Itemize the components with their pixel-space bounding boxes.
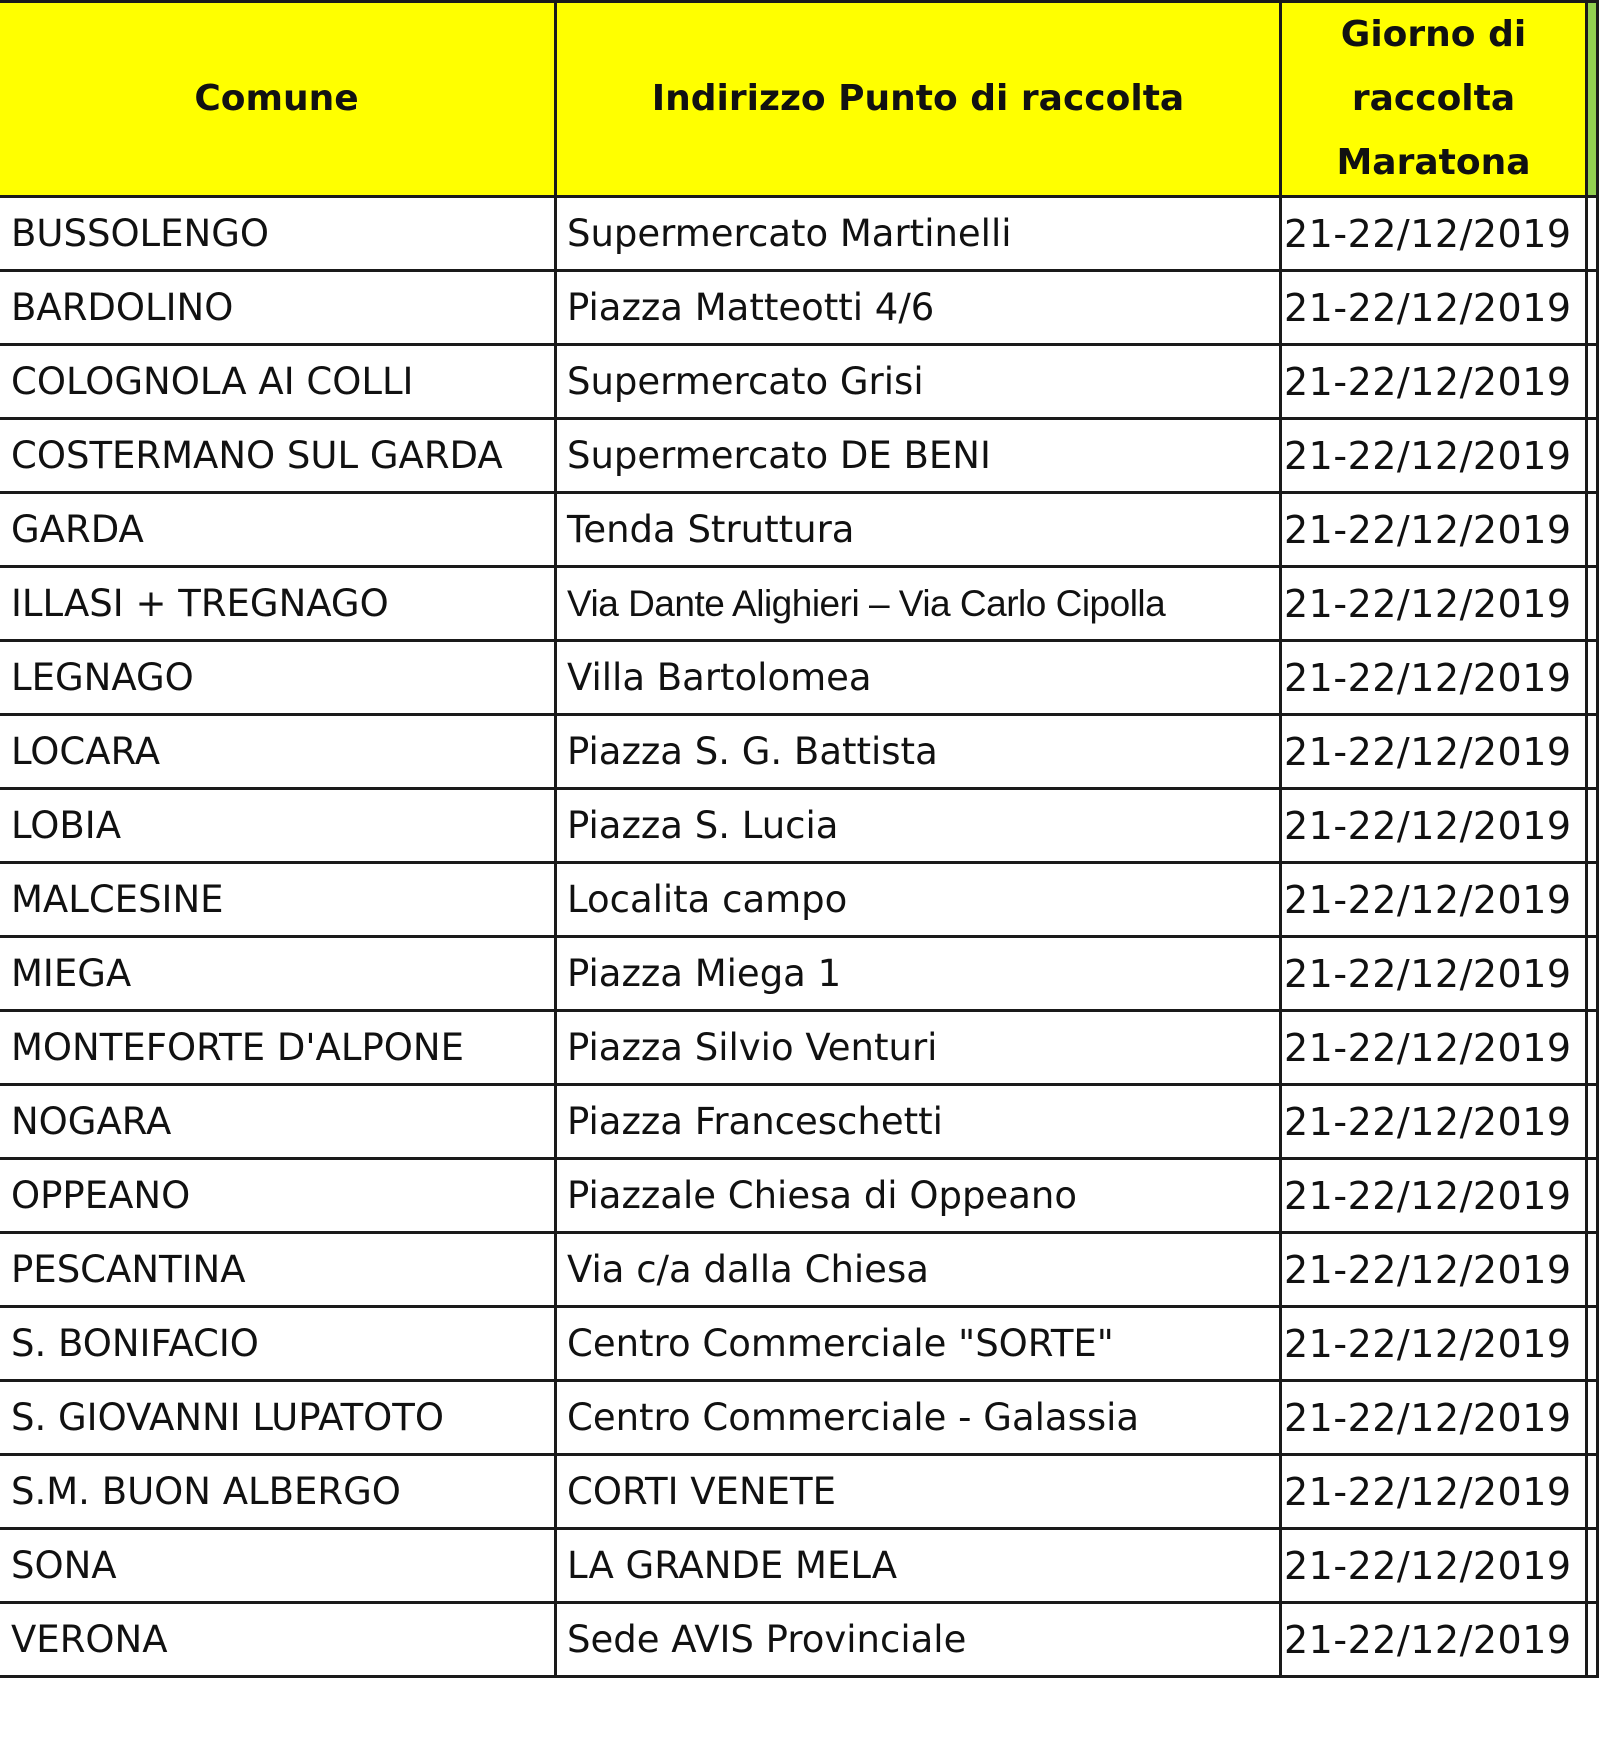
table-body <box>0 197 1598 1677</box>
cell-comune: BUSSOLENGO <box>0 197 556 271</box>
cell-comune: COLOGNOLA AI COLLI <box>0 345 556 419</box>
table-row <box>0 1307 1598 1381</box>
cell-indirizzo: Piazza S. G. Battista <box>556 715 1281 789</box>
cell-comune: ILLASI + TREGNAGO <box>0 567 556 641</box>
cell-giorno-raccolta: 21-22/12/2019 <box>1281 1307 1587 1381</box>
cell-comune: OPPEANO <box>0 1159 556 1233</box>
cell-comune: LOCARA <box>0 715 556 789</box>
cell-next-column-edge <box>1587 1381 1598 1455</box>
cell-indirizzo: Localita campo <box>556 863 1281 937</box>
cell-indirizzo: Villa Bartolomea <box>556 641 1281 715</box>
cell-giorno-raccolta: 21-22/12/2019 <box>1281 1455 1587 1529</box>
cell-comune: MONTEFORTE D'ALPONE <box>0 1011 556 1085</box>
cell-comune: S. GIOVANNI LUPATOTO <box>0 1381 556 1455</box>
table-row <box>0 1159 1598 1233</box>
cell-giorno-raccolta: 21-22/12/2019 <box>1281 1381 1587 1455</box>
cell-comune: COSTERMANO SUL GARDA <box>0 419 556 493</box>
table-row <box>0 1085 1598 1159</box>
table-row <box>0 567 1598 641</box>
cell-next-column-edge <box>1587 567 1598 641</box>
cell-indirizzo: Tenda Struttura <box>556 493 1281 567</box>
cell-next-column-edge <box>1587 1159 1598 1233</box>
cell-next-column-edge <box>1587 789 1598 863</box>
cell-next-column-edge <box>1587 715 1598 789</box>
cell-indirizzo: LA GRANDE MELA <box>556 1529 1281 1603</box>
cell-indirizzo: Piazza Franceschetti <box>556 1085 1281 1159</box>
cell-next-column-edge <box>1587 345 1598 419</box>
header-indirizzo: Indirizzo Punto di raccolta <box>556 2 1281 197</box>
cell-giorno-raccolta: 21-22/12/2019 <box>1281 567 1587 641</box>
cell-next-column-edge <box>1587 271 1598 345</box>
cell-comune: GARDA <box>0 493 556 567</box>
table-row <box>0 641 1598 715</box>
table-row <box>0 789 1598 863</box>
cell-indirizzo: Piazza Silvio Venturi <box>556 1011 1281 1085</box>
cell-next-column-edge <box>1587 419 1598 493</box>
cell-giorno-raccolta: 21-22/12/2019 <box>1281 1011 1587 1085</box>
cell-comune: MIEGA <box>0 937 556 1011</box>
cell-indirizzo: Via c/a dalla Chiesa <box>556 1233 1281 1307</box>
cell-comune: LEGNAGO <box>0 641 556 715</box>
cell-next-column-edge <box>1587 937 1598 1011</box>
cell-comune: MALCESINE <box>0 863 556 937</box>
cell-giorno-raccolta: 21-22/12/2019 <box>1281 1159 1587 1233</box>
cell-next-column-edge <box>1587 197 1598 271</box>
cell-next-column-edge <box>1587 1455 1598 1529</box>
cell-giorno-raccolta: 21-22/12/2019 <box>1281 641 1587 715</box>
cell-indirizzo: Piazza Miega 1 <box>556 937 1281 1011</box>
cell-comune: BARDOLINO <box>0 271 556 345</box>
header-giorno-line3: Maratona <box>1336 142 1531 183</box>
cell-comune: PESCANTINA <box>0 1233 556 1307</box>
cell-comune: S.M. BUON ALBERGO <box>0 1455 556 1529</box>
table-row <box>0 197 1598 271</box>
table-row <box>0 271 1598 345</box>
cell-next-column-edge <box>1587 493 1598 567</box>
table-row <box>0 419 1598 493</box>
cell-indirizzo: Centro Commerciale - Galassia <box>556 1381 1281 1455</box>
table-row <box>0 1529 1598 1603</box>
cell-next-column-edge <box>1587 1085 1598 1159</box>
table-row <box>0 715 1598 789</box>
table-row <box>0 493 1598 567</box>
cell-giorno-raccolta: 21-22/12/2019 <box>1281 271 1587 345</box>
cell-indirizzo: Supermercato DE BENI <box>556 419 1281 493</box>
cell-indirizzo: Supermercato Martinelli <box>556 197 1281 271</box>
cell-giorno-raccolta: 21-22/12/2019 <box>1281 197 1587 271</box>
cell-comune: S. BONIFACIO <box>0 1307 556 1381</box>
cell-next-column-edge <box>1587 1529 1598 1603</box>
cell-next-column-edge <box>1587 1307 1598 1381</box>
cell-indirizzo: Piazza S. Lucia <box>556 789 1281 863</box>
cell-next-column-edge <box>1587 641 1598 715</box>
cell-comune: NOGARA <box>0 1085 556 1159</box>
cell-giorno-raccolta: 21-22/12/2019 <box>1281 493 1587 567</box>
cell-giorno-raccolta: 21-22/12/2019 <box>1281 1603 1587 1677</box>
cell-comune: VERONA <box>0 1603 556 1677</box>
cell-giorno-raccolta: 21-22/12/2019 <box>1281 789 1587 863</box>
header-giorno-raccolta <box>1281 2 1587 197</box>
cell-indirizzo: Centro Commerciale "SORTE" <box>556 1307 1281 1381</box>
cell-next-column-edge <box>1587 863 1598 937</box>
cell-indirizzo: Supermercato Grisi <box>556 345 1281 419</box>
header-row <box>0 2 1598 197</box>
cell-giorno-raccolta: 21-22/12/2019 <box>1281 1233 1587 1307</box>
cell-indirizzo: Piazzale Chiesa di Oppeano <box>556 1159 1281 1233</box>
header-giorno-line2: raccolta <box>1351 78 1516 119</box>
cell-giorno-raccolta: 21-22/12/2019 <box>1281 345 1587 419</box>
table-row <box>0 1011 1598 1085</box>
cell-giorno-raccolta: 21-22/12/2019 <box>1281 715 1587 789</box>
cell-giorno-raccolta: 21-22/12/2019 <box>1281 419 1587 493</box>
header-next-column-edge <box>1587 2 1598 197</box>
cell-giorno-raccolta: 21-22/12/2019 <box>1281 1529 1587 1603</box>
cell-giorno-raccolta: 21-22/12/2019 <box>1281 1085 1587 1159</box>
cell-comune: LOBIA <box>0 789 556 863</box>
cell-giorno-raccolta: 21-22/12/2019 <box>1281 937 1587 1011</box>
header-giorno-line1: Giorno di <box>1340 14 1527 55</box>
cell-indirizzo: CORTI VENETE <box>556 1455 1281 1529</box>
cell-next-column-edge <box>1587 1011 1598 1085</box>
table-row <box>0 863 1598 937</box>
header-comune: Comune <box>0 2 556 197</box>
table-row <box>0 1381 1598 1455</box>
cell-next-column-edge <box>1587 1603 1598 1677</box>
table-row <box>0 937 1598 1011</box>
cell-indirizzo: Piazza Matteotti 4/6 <box>556 271 1281 345</box>
table-row <box>0 1233 1598 1307</box>
table-row <box>0 1455 1598 1529</box>
cell-indirizzo: Via Dante Alighieri – Via Carlo Cipolla <box>556 567 1281 641</box>
table-row <box>0 345 1598 419</box>
table-row <box>0 1603 1598 1677</box>
cell-giorno-raccolta: 21-22/12/2019 <box>1281 863 1587 937</box>
cell-comune: SONA <box>0 1529 556 1603</box>
cell-next-column-edge <box>1587 1233 1598 1307</box>
cell-indirizzo: Sede AVIS Provinciale <box>556 1603 1281 1677</box>
